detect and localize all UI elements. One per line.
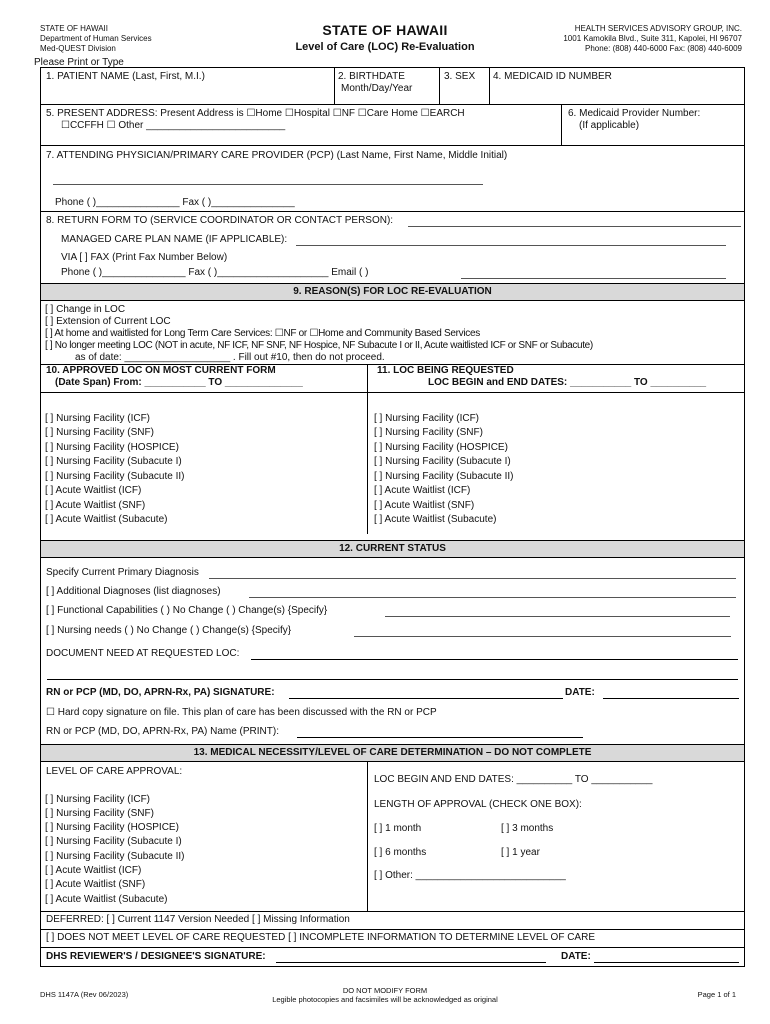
- approval-loc-option[interactable]: [ ] Acute Waitlist (SNF): [45, 879, 146, 890]
- agency-block: [40, 24, 152, 54]
- section-10-dates[interactable]: (Date Span) From: ___________ TO ______________: [55, 377, 303, 388]
- hardcopy-signature-checkbox[interactable]: ☐ Hard copy signature on file. This plan of care has been discussed with the RN or PCP: [46, 707, 437, 718]
- print-note: Please Print or Type: [34, 57, 124, 68]
- requested-loc-option[interactable]: [ ] Acute Waitlist (SNF): [374, 500, 475, 511]
- form-subtitle: Level of Care (LOC) Re-Evaluation: [295, 41, 475, 53]
- approved-loc-option[interactable]: [ ] Nursing Facility (Subacute II): [45, 471, 185, 482]
- return-form-label: 8. RETURN FORM TO (SERVICE COORDINATOR OR CONTACT PERSON):: [46, 215, 394, 226]
- birthdate-label: 2. BIRTHDATE: [338, 71, 405, 82]
- patient-name-label: 1. PATIENT NAME (Last, First, M.I.): [46, 71, 205, 82]
- reviewer-signature-label: DHS REVIEWER'S / DESIGNEE'S SIGNATURE:: [46, 951, 266, 962]
- return-phone-fax-email[interactable]: Phone ( )_______________ Fax ( )____________________ Email ( ): [61, 267, 369, 278]
- loc-approval-label: LEVEL OF CARE APPROVAL:: [46, 766, 183, 777]
- requested-loc-option[interactable]: [ ] Nursing Facility (ICF): [374, 413, 480, 424]
- approved-loc-option[interactable]: [ ] Nursing Facility (Subacute I): [45, 456, 182, 467]
- via-fax-label[interactable]: VIA [ ] FAX (Print Fax Number Below): [61, 252, 228, 263]
- requested-loc-option[interactable]: [ ] Acute Waitlist (ICF): [374, 485, 471, 496]
- birthdate-format: Month/Day/Year: [341, 83, 413, 94]
- return-form-line[interactable]: [408, 226, 741, 227]
- present-address-label[interactable]: 5. PRESENT ADDRESS: Present Address is ☐Home ☐Hospital ☐NF ☐Care Home ☐EARCH: [46, 108, 465, 119]
- approval-dates[interactable]: LOC BEGIN AND END DATES: __________ TO ___________: [374, 774, 653, 785]
- section-13-header: 13. MEDICAL NECESSITY/LEVEL OF CARE DETERMINATION – DO NOT COMPLETE: [41, 744, 744, 762]
- requested-loc-option[interactable]: [ ] Nursing Facility (SNF): [374, 427, 483, 438]
- approval-loc-option[interactable]: [ ] Acute Waitlist (ICF): [45, 865, 142, 876]
- print-name-label: RN or PCP (MD, DO, APRN-Rx, PA) Name (PRINT):: [46, 726, 279, 737]
- approved-loc-option[interactable]: [ ] Acute Waitlist (SNF): [45, 500, 146, 511]
- length-approval-label: LENGTH OF APPROVAL (CHECK ONE BOX):: [374, 799, 582, 810]
- agency-line: Department of Human Services: [40, 34, 152, 43]
- document-need-line-2[interactable]: [47, 679, 738, 680]
- provider-number-note: (If applicable): [579, 120, 640, 131]
- length-1-month[interactable]: [ ] 1 month: [374, 823, 422, 834]
- sex-label: 3. SEX: [444, 71, 476, 82]
- approval-loc-option[interactable]: [ ] Nursing Facility (ICF): [45, 794, 151, 805]
- requested-loc-option[interactable]: [ ] Acute Waitlist (Subacute): [374, 514, 497, 525]
- approved-loc-option[interactable]: [ ] Nursing Facility (ICF): [45, 413, 151, 424]
- form-title: STATE OF HAWAII: [322, 22, 448, 38]
- reviewer-date-line[interactable]: [594, 962, 739, 963]
- signature-date-line[interactable]: [603, 698, 739, 699]
- present-address-other[interactable]: ☐CCFFH ☐ Other _________________________: [61, 120, 286, 131]
- approval-loc-option[interactable]: [ ] Nursing Facility (SNF): [45, 808, 154, 819]
- email-line[interactable]: [461, 278, 726, 279]
- agency-line: STATE OF HAWAII: [40, 24, 108, 33]
- footer-center: [250, 986, 520, 1004]
- medicaid-id-label: 4. MEDICAID ID NUMBER: [493, 71, 612, 82]
- requested-loc-option[interactable]: [ ] Nursing Facility (Subacute II): [374, 471, 514, 482]
- primary-diagnosis-label: Specify Current Primary Diagnosis: [46, 567, 199, 578]
- approval-loc-option[interactable]: [ ] Nursing Facility (Subacute II): [45, 851, 185, 862]
- approval-loc-option[interactable]: [ ] Nursing Facility (HOSPICE): [45, 822, 179, 833]
- reviewer-signature-line[interactable]: [276, 962, 546, 963]
- physician-name-line[interactable]: [53, 184, 483, 185]
- nursing-line[interactable]: [354, 636, 731, 637]
- agency-line: Med-QUEST Division: [40, 44, 116, 53]
- contractor-line: HEALTH SERVICES ADVISORY GROUP, INC.: [574, 24, 742, 33]
- approved-loc-option[interactable]: [ ] Acute Waitlist (ICF): [45, 485, 142, 496]
- contractor-block: [520, 24, 742, 54]
- approved-loc-option[interactable]: [ ] Nursing Facility (SNF): [45, 427, 154, 438]
- do-not-modify-note: DO NOT MODIFY FORM: [342, 986, 428, 995]
- legibility-note: Legible photocopies and facsimiles will be acknowledged as original: [272, 995, 498, 1004]
- length-1-year[interactable]: [ ] 1 year: [501, 847, 540, 858]
- form-number: DHS 1147A (Rev 06/2023): [40, 990, 129, 999]
- physician-phone-fax[interactable]: Phone ( )_______________ Fax ( )_______________: [55, 197, 295, 208]
- approval-loc-option[interactable]: [ ] Nursing Facility (Subacute I): [45, 836, 182, 847]
- section-10-title: 10. APPROVED LOC ON MOST CURRENT FORM: [46, 365, 276, 376]
- functional-capabilities[interactable]: [ ] Functional Capabilities ( ) No Change ( ) Change(s) {Specify}: [46, 605, 328, 616]
- reason-change-loc[interactable]: [ ] Change in LOC: [45, 304, 126, 315]
- approved-loc-option[interactable]: [ ] Acute Waitlist (Subacute): [45, 514, 168, 525]
- approval-loc-option[interactable]: [ ] Acute Waitlist (Subacute): [45, 894, 168, 905]
- not-meet-row[interactable]: [ ] DOES NOT MEET LEVEL OF CARE REQUESTED [ ] INCOMPLETE INFORMATION TO DETERMINE LEVEL OF CARE: [46, 932, 595, 943]
- section-11-dates[interactable]: LOC BEGIN and END DATES: ___________ TO __________: [428, 377, 707, 388]
- contractor-line: 1001 Kamokila Blvd., Suite 311, Kapolei, HI 96707: [563, 34, 742, 43]
- deferred-row[interactable]: DEFERRED: [ ] Current 1147 Version Needed [ ] Missing Information: [46, 914, 350, 925]
- reason-extension[interactable]: [ ] Extension of Current LOC: [45, 316, 171, 327]
- form-title-block: [250, 22, 520, 53]
- physician-label: 7. ATTENDING PHYSICIAN/PRIMARY CARE PROVIDER (PCP) (Last Name, First Name, Middle Initial): [46, 150, 508, 161]
- reason-waitlisted[interactable]: [ ] At home and waitlisted for Long Term Care Services: ☐NF or ☐Home and Community Based Services: [45, 328, 480, 339]
- page-number: Page 1 of 1: [697, 990, 736, 999]
- document-need-label: DOCUMENT NEED AT REQUESTED LOC:: [46, 648, 240, 659]
- additional-diagnoses[interactable]: [ ] Additional Diagnoses (list diagnoses): [46, 586, 221, 597]
- functional-line[interactable]: [385, 616, 730, 617]
- requested-loc-option[interactable]: [ ] Nursing Facility (HOSPICE): [374, 442, 508, 453]
- length-3-months[interactable]: [ ] 3 months: [501, 823, 554, 834]
- section-9-header: 9. REASON(S) FOR LOC RE-EVALUATION: [41, 283, 744, 301]
- length-other[interactable]: [ ] Other: ___________________________: [374, 870, 566, 881]
- print-name-line[interactable]: [297, 737, 583, 738]
- requested-loc-option[interactable]: [ ] Nursing Facility (Subacute I): [374, 456, 511, 467]
- section-11-title: 11. LOC BEING REQUESTED: [377, 365, 514, 376]
- signature-date-label: DATE:: [565, 687, 595, 698]
- reviewer-date-label: DATE:: [561, 951, 591, 962]
- primary-diagnosis-line[interactable]: [209, 578, 736, 579]
- contractor-line: Phone: (808) 440-6000 Fax: (808) 440-6009: [585, 44, 742, 53]
- managed-care-label: MANAGED CARE PLAN NAME (IF APPLICABLE):: [61, 234, 288, 245]
- as-of-date[interactable]: as of date: ___________________ . Fill out #10, then do not proceed.: [75, 352, 385, 363]
- nursing-needs[interactable]: [ ] Nursing needs ( ) No Change ( ) Change(s) {Specify}: [46, 625, 292, 636]
- approved-loc-option[interactable]: [ ] Nursing Facility (HOSPICE): [45, 442, 179, 453]
- provider-number-label: 6. Medicaid Provider Number:: [568, 108, 701, 119]
- signature-label: RN or PCP (MD, DO, APRN-Rx, PA) SIGNATURE:: [46, 687, 275, 698]
- section-12-header: 12. CURRENT STATUS: [41, 540, 744, 558]
- signature-line[interactable]: [289, 698, 563, 699]
- length-6-months[interactable]: [ ] 6 months: [374, 847, 427, 858]
- document-need-line[interactable]: [251, 659, 738, 660]
- form-body: [40, 67, 745, 967]
- additional-diagnoses-line[interactable]: [249, 597, 736, 598]
- managed-care-line[interactable]: [296, 245, 726, 246]
- reason-no-longer-meeting[interactable]: [ ] No longer meeting LOC (NOT in acute, NF ICF, NF SNF, NF Hospice, NF Subacute I or II, Acute waitlisted ICF or SNF or Subacute): [45, 340, 593, 351]
